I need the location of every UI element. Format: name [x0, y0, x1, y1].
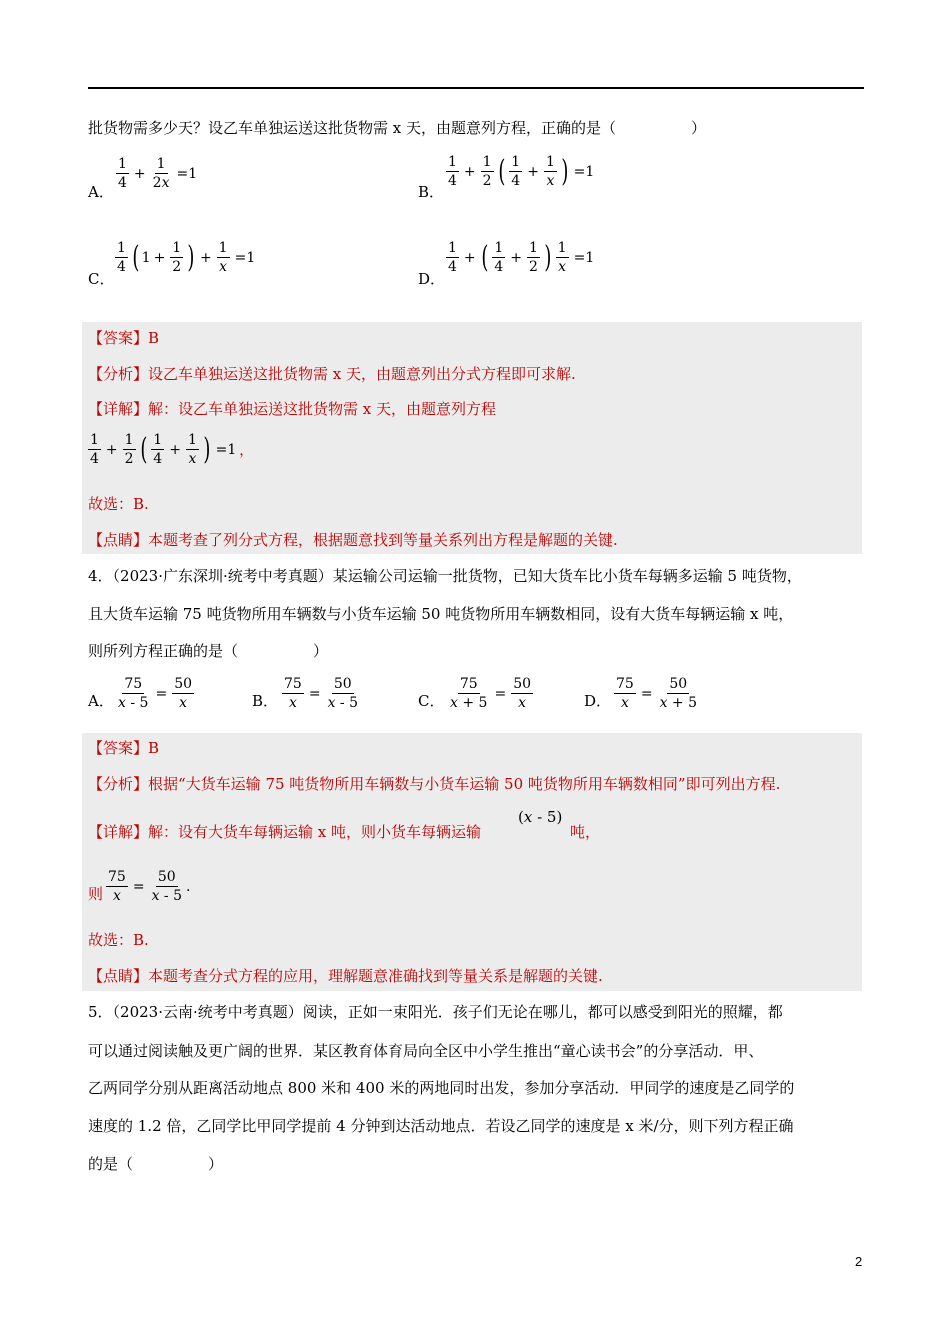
q3-comment: 【点睛】本题考查了列分式方程，根据题意找到等量关系列出方程是解题的关键. [88, 531, 618, 549]
q5-stem-line5: 的是（ ） [88, 1155, 224, 1173]
q4-option-c-label: C． [418, 692, 445, 710]
q4-option-d-equation: $\frac{75}{x}$ = $\frac{50}{x + 5}$ [616, 676, 698, 711]
q4-then: 则 [88, 885, 104, 903]
q4-answer-box [82, 733, 862, 991]
q3-option-a-equation: $\frac{1}{4}$ + $\frac{1}{2x}$ =1 [118, 156, 198, 191]
page-number: 2 [855, 1254, 863, 1269]
q3-choose: 故选：B. [88, 495, 149, 513]
q5-stem-line3: 乙两同学分别从距离活动地点 800 米和 400 米的两地同时出发，参加分享活动．甲同学的速度是乙同学的 [88, 1079, 795, 1097]
q4-option-b-label: B． [252, 692, 279, 710]
q3-option-c-equation: $\frac{1}{4}$ ( 1 + $\frac{1}{2}$ ) + $\frac{1}{x}$ =1 [117, 239, 256, 275]
q4-option-c-equation: $\frac{75}{x + 5}$ = $\frac{50}{x}$ [450, 676, 532, 711]
q5-stem-line1: 5．（2023·云南·统考中考真题）阅读，正如一束阳光．孩子们无论在哪儿，都可以感受到阳光的照耀，都 [88, 1003, 783, 1021]
q4-option-b-equation: $\frac{75}{x}$ = $\frac{50}{x - 5}$ [284, 676, 359, 711]
q4-analysis: 【分析】根据“大货车运输 75 吨货物所用车辆数与小货车运输 50 吨货物所用车辆数相同”即可列出方程. [88, 775, 781, 793]
q3-option-d-label: D． [418, 270, 446, 288]
q4-option-d-label: D． [584, 692, 612, 710]
q4-detail-tail: 吨， [570, 823, 601, 841]
q4-detail-expression: ( x - 5) [518, 808, 563, 826]
q4-answer: 【答案】B [88, 739, 160, 757]
q4-detail-equation: $\frac{75}{x}$ = $\frac{50}{x - 5}$ . [108, 869, 191, 904]
q4-option-a-equation: $\frac{75}{x - 5}$ = $\frac{50}{x}$ [118, 676, 193, 711]
q5-stem-line4: 速度的 1.2 倍，乙同学比甲同学提前 4 分钟到达活动地点．若设乙同学的速度是 x 米/分，则下列方程正确 [88, 1117, 794, 1135]
q3-option-b-equation: $\frac{1}{4}$ + $\frac{1}{2}$ ( $\frac{1}{4}$ + $\frac{1}{x}$ ) =1 [448, 153, 595, 189]
header-rule [88, 87, 864, 89]
q3-answer: 【答案】B [88, 329, 160, 347]
q4-choose: 故选：B. [88, 931, 149, 949]
q4-stem-line3: 则所列方程正确的是（ ） [88, 642, 329, 660]
q3-option-b-label: B． [418, 183, 445, 201]
q4-option-a-label: A． [88, 692, 114, 710]
q4-stem-line2: 且大货车运输 75 吨货物所用车辆数与小货车运输 50 吨货物所用车辆数相同，设有大货车每辆运输 x 吨， [88, 605, 794, 623]
q3-detail: 【详解】解：设乙车单独运送这批货物需 x 天，由题意列方程 [88, 400, 496, 418]
q4-comment: 【点睛】本题考查分式方程的应用，理解题意准确找到等量关系是解题的关键. [88, 967, 603, 985]
q3-stem: 批货物需多少天？设乙车单独运送这批货物需 x 天，由题意列方程，正确的是（ ） [88, 119, 706, 137]
q4-detail: 【详解】解：设有大货车每辆运输 x 吨，则小货车每辆运输 [88, 823, 481, 841]
q3-option-c-label: C． [88, 270, 115, 288]
q3-detail-equation: $\frac{1}{4}$ + $\frac{1}{2}$ ( $\frac{1}{4}$ + $\frac{1}{x}$ ) =1 ， [90, 431, 254, 467]
q3-option-a-label: A． [88, 183, 114, 201]
q3-analysis: 【分析】设乙车单独运送这批货物需 x 天，由题意列出分式方程即可求解. [88, 365, 576, 383]
q3-option-d-equation: $\frac{1}{4}$ + ( $\frac{1}{4}$ + $\frac{1}{2}$ ) $\frac{1}{x}$ =1 [448, 239, 595, 275]
q4-stem-line1: 4．（2023·广东深圳·统考中考真题）某运输公司运输一批货物，已知大货车比小货车每辆多运输 5 吨货物， [88, 567, 802, 585]
q5-stem-line2: 可以通过阅读触及更广阔的世界．某区教育体育局向全区中小学生推出“童心读书会”的分享活动．甲、 [88, 1042, 764, 1060]
